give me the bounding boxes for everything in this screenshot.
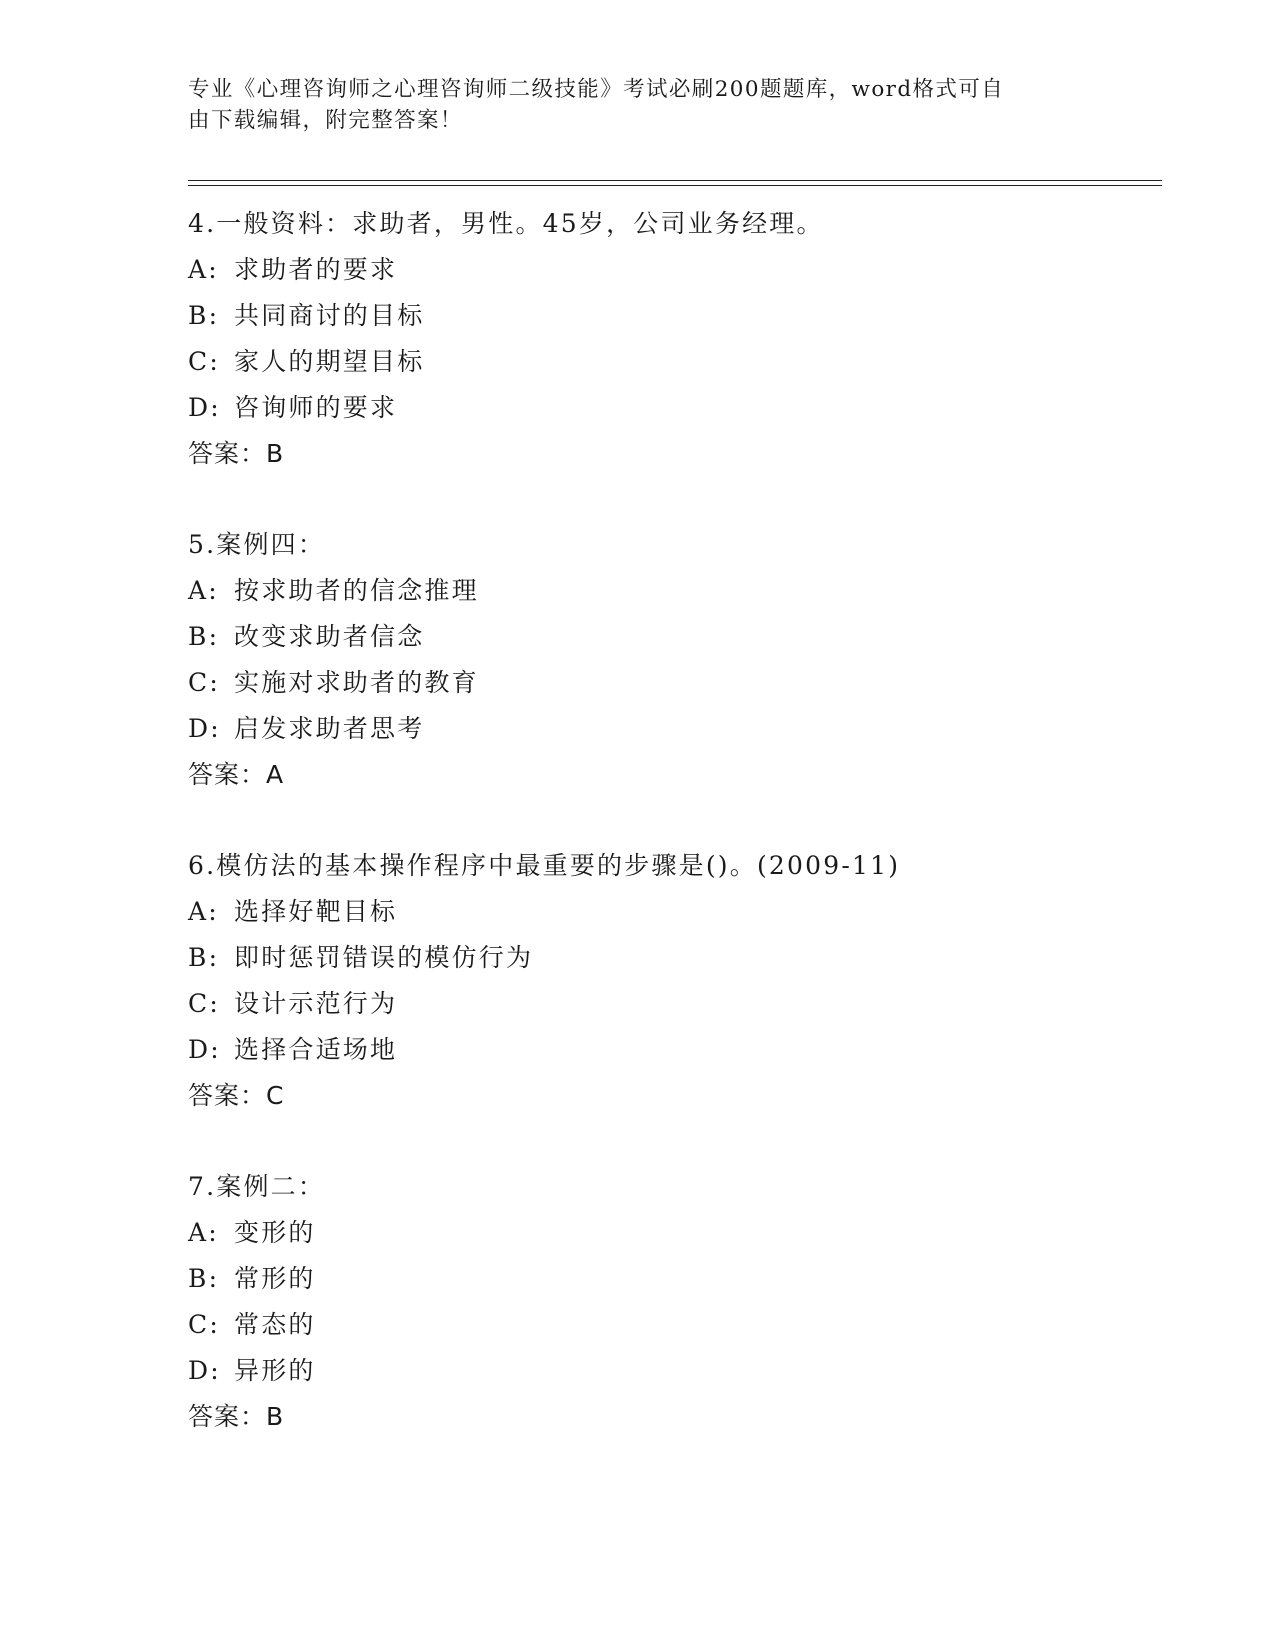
- header-divider-top: [188, 180, 1162, 181]
- option-letter: A:: [188, 1218, 219, 1247]
- option-text: 按求助者的信念推理: [234, 576, 479, 605]
- option-letter: A:: [188, 897, 219, 926]
- option-text: 选择好靶目标: [234, 897, 398, 926]
- option-letter: B:: [188, 1264, 220, 1293]
- option-b: [188, 614, 1138, 660]
- question-block-5: [188, 522, 1138, 798]
- question-block-7: [188, 1164, 1138, 1440]
- option-c: [188, 981, 1138, 1027]
- answer-line: 答案：C: [188, 1081, 285, 1110]
- option-letter: C:: [188, 668, 220, 697]
- option-text: 家人的期望目标: [234, 347, 425, 376]
- question-stem: 5.案例四：: [188, 530, 326, 559]
- option-letter: A:: [188, 576, 219, 605]
- option-text: 咨询师的要求: [234, 393, 398, 422]
- answer-line: 答案：A: [188, 760, 285, 789]
- question-stem: 4.一般资料：求助者，男性。45岁，公司业务经理。: [188, 209, 824, 238]
- answer-line: 答案：B: [188, 439, 285, 468]
- header-divider-bottom: [188, 185, 1162, 186]
- header-line-1: 专业《心理咨询师之心理咨询师二级技能》考试必刷200题题库，word格式可自: [188, 77, 1005, 102]
- option-d: [188, 1348, 1138, 1394]
- option-text: 异形的: [234, 1356, 316, 1385]
- option-letter: D:: [188, 1035, 221, 1064]
- option-letter: B:: [188, 622, 220, 651]
- document-header: [188, 74, 1068, 136]
- question-block-6: [188, 843, 1138, 1119]
- option-text: 即时惩罚错误的模仿行为: [234, 943, 534, 972]
- option-b: [188, 1256, 1138, 1302]
- option-c: [188, 1302, 1138, 1348]
- answer-line: 答案：B: [188, 1402, 285, 1431]
- option-text: 设计示范行为: [234, 989, 398, 1018]
- option-d: [188, 706, 1138, 752]
- question-stem: 6.模仿法的基本操作程序中最重要的步骤是()。(2009-11): [188, 851, 901, 880]
- option-text: 共同商讨的目标: [234, 301, 425, 330]
- option-letter: C:: [188, 1310, 220, 1339]
- option-b: [188, 293, 1138, 339]
- option-letter: D:: [188, 714, 221, 743]
- option-letter: D:: [188, 393, 221, 422]
- option-letter: B:: [188, 943, 220, 972]
- option-d: [188, 1027, 1138, 1073]
- option-a: [188, 889, 1138, 935]
- option-text: 常形的: [234, 1264, 316, 1293]
- option-c: [188, 660, 1138, 706]
- option-c: [188, 339, 1138, 385]
- question-stem: 7.案例二：: [188, 1172, 326, 1201]
- option-a: [188, 1210, 1138, 1256]
- option-b: [188, 935, 1138, 981]
- option-text: 求助者的要求: [234, 255, 398, 284]
- option-letter: C:: [188, 347, 220, 376]
- header-line-2: 由下载编辑，附完整答案！: [188, 108, 463, 133]
- option-a: [188, 568, 1138, 614]
- option-text: 变形的: [234, 1218, 316, 1247]
- option-d: [188, 385, 1138, 431]
- question-block-4: [188, 201, 1138, 477]
- option-text: 实施对求助者的教育: [234, 668, 479, 697]
- option-letter: C:: [188, 989, 220, 1018]
- option-a: [188, 247, 1138, 293]
- option-text: 常态的: [234, 1310, 316, 1339]
- option-letter: A:: [188, 255, 219, 284]
- option-letter: D:: [188, 1356, 221, 1385]
- option-text: 改变求助者信念: [234, 622, 425, 651]
- option-text: 启发求助者思考: [234, 714, 425, 743]
- option-letter: B:: [188, 301, 220, 330]
- option-text: 选择合适场地: [234, 1035, 398, 1064]
